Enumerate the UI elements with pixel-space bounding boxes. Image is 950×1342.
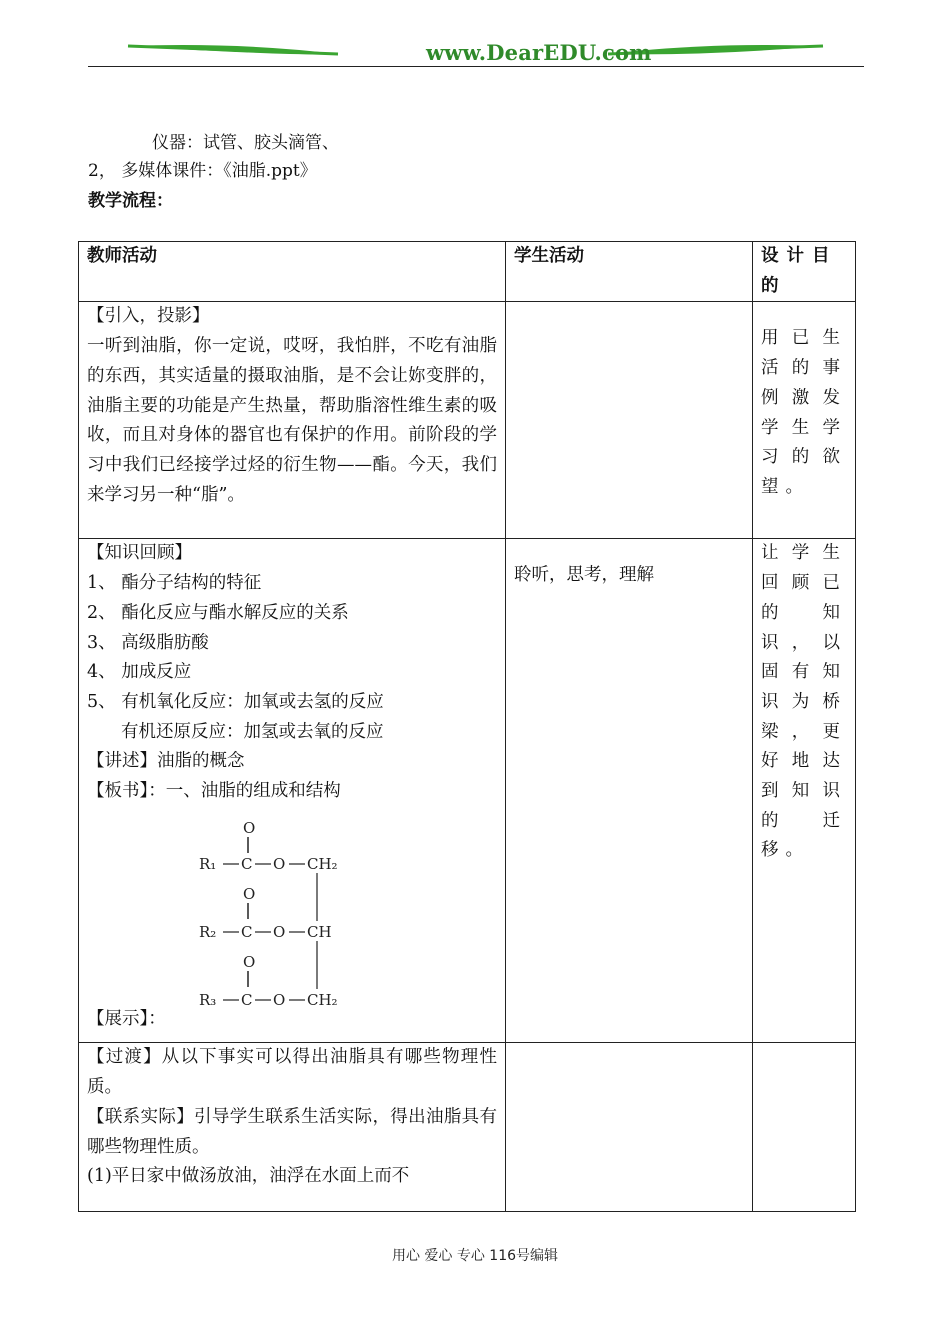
intro-purpose: 用已生活的事例激发学生学习的欲望。 [753,302,856,539]
intro-title: 【引入，投影】 [87,306,210,327]
formula-ch: CH [307,922,332,941]
formula-o-2: O [243,884,256,903]
intro-text: 一听到油脂，你一定说，哎呀，我怕胖，不吃有油脂的东西，其实适量的摄取油脂，是不会让妳变胖的，油脂主要的功能是产生热量，帮助脂溶性维生素的吸收，而且对身体的器官也有保护的作用。前阶段的学习中我们已经接学过烃的衍生物——酯。今天，我们来学习另一种“脂”。 [87,336,497,505]
table-row-transition [79,1043,856,1212]
formula-c-2: C [241,922,253,941]
table-row-review [79,539,856,1043]
review-title: 【知识回顾】 [87,543,192,564]
example-line: (1)平日家中做汤放油，油浮在水面上而不 [87,1166,410,1187]
multimedia-line: 2， 多媒体课件：《油脂.ppt》 [88,161,317,181]
triglyceride-structure [199,813,359,1045]
formula-o-3: O [243,952,256,971]
header-student: 学生活动 [506,242,753,302]
review-item-4: 4、 加成反应 [87,662,192,683]
header-rule [88,66,864,67]
site-url: www.DearEDU.com [426,40,652,65]
formula-r1: R₁ [199,854,217,873]
show-label: 【展示】： [87,1008,166,1029]
page-footer: 用心 爱心 专心 116号编辑 [391,1248,559,1264]
formula-ch2-top: CH₂ [307,854,338,873]
review-item-2: 2、 酯化反应与酯水解反应的关系 [87,602,349,623]
flow-heading: 教学流程： [88,191,173,211]
review-student-cell: 聆听，思考，理解 [506,539,753,1043]
header-purpose: 设计目的 [753,242,856,302]
header-teacher: 教师活动 [79,242,506,302]
site-header [88,36,864,70]
review-cell [79,539,506,1043]
transition-student-cell [506,1043,753,1212]
formula-ester-o-3: O [273,990,286,1009]
transition-cell [79,1043,506,1212]
review-purpose: 让学生回顾已的知识，以固有知识为桥梁，更好地达到知识的迁移。 [753,539,856,1043]
table-header-row [79,242,856,302]
intro-cell [79,302,506,539]
formula-c-1: C [241,854,253,873]
board-line: 【板书】：一、油脂的组成和结构 [87,781,341,802]
formula-r2: R₂ [199,922,217,941]
review-item-1: 1、 酯分子结构的特征 [87,573,262,594]
formula-c-3: C [241,990,253,1009]
review-item-3: 3、 高级脂肪酸 [87,632,209,653]
intro-student-cell [506,302,753,539]
triglyceride-formula-area [87,807,497,1039]
formula-o-1: O [243,818,256,837]
table-row-intro [79,302,856,539]
formula-ch2-bottom: CH₂ [307,990,338,1009]
equipment-line: 仪器：试管、胶头滴管、 [152,133,339,153]
formula-r3: R₃ [199,990,217,1009]
review-sub-item: 有机还原反应：加氢或去氧的反应 [121,721,384,742]
lecture-line: 【讲述】油脂的概念 [87,751,245,772]
review-item-5: 5、 有机氧化反应：加氧或去氢的反应 [87,691,384,712]
teaching-flow-table [78,241,856,1212]
transition-line: 【过渡】从以下事实可以得出油脂具有哪些物理性质。 [87,1047,497,1098]
transition-purpose [753,1043,856,1212]
formula-ester-o-1: O [273,854,286,873]
practice-line: 【联系实际】引导学生联系生活实际，得出油脂具有哪些物理性质。 [87,1106,497,1157]
formula-ester-o-2: O [273,922,286,941]
